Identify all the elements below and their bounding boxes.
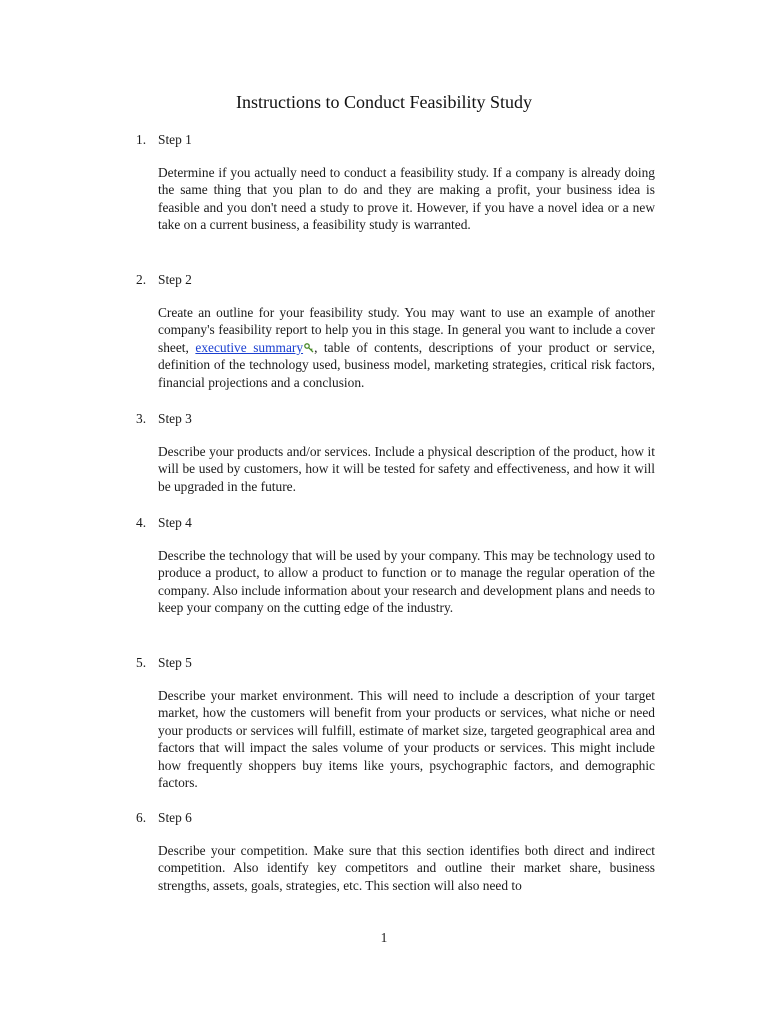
step-1 xyxy=(136,131,656,234)
step-5 xyxy=(136,654,656,791)
step-heading xyxy=(136,514,656,531)
step-body: Describe your products and/or services. Include a physical description of the product, how it will be used by customers, how it will be tested for safety and effectiveness, and how it will be upgraded in the future. xyxy=(158,444,655,494)
step-label: Step 1 xyxy=(158,132,192,147)
step-heading xyxy=(136,654,656,671)
step-6 xyxy=(136,809,656,894)
step-label: Step 6 xyxy=(158,810,192,825)
page-number: 1 xyxy=(380,930,388,945)
step-heading xyxy=(136,131,656,148)
step-body-text: Create an outline for your feasibility study. You may want to use an example of another company's feasibility report to help you in this stage. In general you want to include a cover sheet, xyxy=(158,305,655,355)
step-number: 2. xyxy=(136,272,147,287)
step-number: 4. xyxy=(136,515,147,530)
step-3 xyxy=(136,410,656,495)
step-body: Determine if you actually need to conduct a feasibility study. If a company is already doing the same thing that you plan to do and they are making a profit, your business idea is feasible and you don't need a study to prove it. However, if you have a novel idea or a new take on a current business, a feasibility study is warranted. xyxy=(158,165,655,233)
page-title: Instructions to Conduct Feasibility Study xyxy=(236,92,532,112)
step-body xyxy=(158,304,655,391)
step-label: Step 2 xyxy=(158,272,192,287)
step-heading xyxy=(136,410,656,427)
key-icon xyxy=(304,343,314,353)
step-number: 5. xyxy=(136,655,147,670)
step-heading xyxy=(136,809,656,826)
step-label: Step 4 xyxy=(158,515,192,530)
executive-summary-link[interactable]: executive summary xyxy=(195,339,304,355)
step-label: Step 3 xyxy=(158,411,192,426)
step-label: Step 5 xyxy=(158,655,192,670)
step-4 xyxy=(136,514,656,617)
step-number: 1. xyxy=(136,132,147,147)
step-number: 3. xyxy=(136,411,147,426)
step-body: Describe your market environment. This will need to include a description of your target market, how the customers will benefit from your products or services, what niche or need your products or services will fulfill, estimate of market size, targeted geographical area and factors that will impact the sales volume of your products or services. This might include how frequently shoppers buy items like yours, psychographic factors, and demographic factors. xyxy=(158,688,655,791)
step-body-text: , table of contents, descriptions of your product or service, definition of the technology used, business model, marketing strategies, critical risk factors, financial projections and a conclusion. xyxy=(158,339,656,390)
step-heading xyxy=(136,271,656,288)
step-body: Describe your competition. Make sure that this section identifies both direct and indirect competition. Also identify key competitors and outline their market share, business strengths, assets, goals, strategies, etc. This section will also need to xyxy=(158,843,655,893)
step-2 xyxy=(136,271,656,391)
step-body: Describe the technology that will be used by your company. This may be technology used to produce a product, to allow a product to function or to manage the regular operation of the company. Also include information about your research and development plans and needs to keep your company on the cutting edge of the industry. xyxy=(158,548,655,616)
step-number: 6. xyxy=(136,810,147,825)
